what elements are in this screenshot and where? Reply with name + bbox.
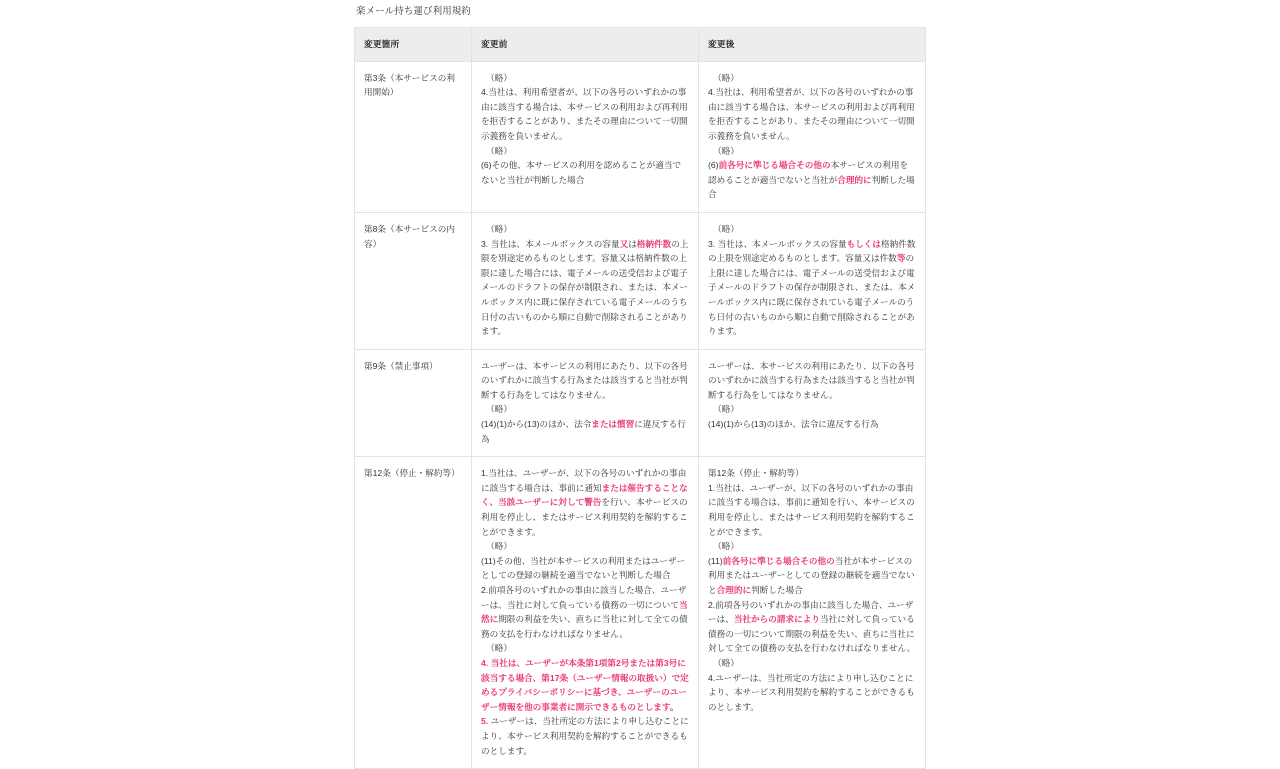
- cell-location: 第9条（禁止事項）: [355, 349, 472, 457]
- column-header-location: 変更箇所: [355, 28, 472, 62]
- table-row: [355, 61, 926, 212]
- cell-after: （略） 3. 当社は、本メールボックスの容量もしくは格納件数の上限を別途定めるものとします。容量又は件数等の上限に達した場合には、電子メールの送受信および電子メールのドラフトの保存が制限され、または、本メールボックス内に既に保存されている電子メールのうち日付の古いものから順に自動で削除されることがあります。: [699, 212, 926, 349]
- cell-before: ユーザーは、本サービスの利用にあたり、以下の各号のいずれかに該当する行為または該当すると当社が判断する行為をしてはなりません。 （略） (14)(1)から(13)のほか、法令または慣習に違反する行為: [472, 349, 699, 457]
- cell-before: （略） 3. 当社は、本メールボックスの容量又は格納件数の上限を別途定めるものとします。容量又は格納件数の上限に達した場合には、電子メールの送受信および電子メールのドラフトの保存が制限され、または、本メールボックス内に既に保存されている電子メールのうち日付の古いものから順に自動で削除されることがあります。: [472, 212, 699, 349]
- cell-location: 第12条（停止・解約等）: [355, 457, 472, 769]
- table-header-row: [355, 28, 926, 62]
- cell-location: 第8条（本サービスの内容）: [355, 212, 472, 349]
- table-row: [355, 457, 926, 769]
- cell-after: 第12条（停止・解約等） 1.当社は、ユーザーが、以下の各号のいずれかの事由に該当する場合は、事前に通知を行い、本サービスの利用を停止し、またはサービス利用契約を解約することができます。 （略） (11)前各号に準じる場合その他の当社が本サービスの利用またはユーザーとしての登録の継続を適当でないと合理的に判断した場合 2.前項各号のいずれかの事由に該当した場合、ユーザーは、当社からの請求により当社に対して負っている債務の一切について期限の利益を失い、直ちに当社に対して全ての債務の支払を行わなければなりません。 （略） 4.ユーザーは、当社所定の方法により申し込むことにより、本サービス利用契約を解約することができるものとします。: [699, 457, 926, 769]
- table-header: [355, 28, 926, 62]
- cell-after: （略） 4.当社は、利用希望者が、以下の各号のいずれかの事由に該当する場合は、本サービスの利用および再利用を拒否することがあり、またその理由について一切開示義務を負いません。 （略） (6)前各号に準じる場合その他の本サービスの利用を認めることが適当でないと当社が合理的に判断した場合: [699, 61, 926, 212]
- column-header-after: 変更後: [699, 28, 926, 62]
- changes-table: [354, 27, 926, 769]
- cell-before: 1.当社は、ユーザーが、以下の各号のいずれかの事由に該当する場合は、事前に通知または催告することなく、当該ユーザーに対して警告を行い、本サービスの利用を停止し、またはサービス利用契約を解約することができます。 （略） (11)その他、当社が本サービスの利用またはユーザーとしての登録の継続を適当でないと判断した場合 2.前項各号のいずれかの事由に該当した場合、ユーザーは、当社に対して負っている債務の一切について当然に期限の利益を失い、直ちに当社に対して全ての債務の支払を行わなければなりません。 （略） 4. 当社は、ユーザーが本条第1項第2号または第3号に該当する場合、第17条（ユーザー情報の取扱い）で定めるプライバシーポリシーに基づき、ユーザーのユーザー情報を他の事業者に開示できるものとします。 5. ユーザーは、当社所定の方法により申し込むことにより、本サービス利用契約を解約することができるものとします。: [472, 457, 699, 769]
- cell-before: （略） 4.当社は、利用希望者が、以下の各号のいずれかの事由に該当する場合は、本サービスの利用および再利用を拒否することがあり、またその理由について一切開示義務を負いません。 （略） (6)その他、本サービスの利用を認めることが適当でないと当社が判断した場合: [472, 61, 699, 212]
- column-header-before: 変更前: [472, 28, 699, 62]
- page-title: 楽メール持ち運び利用規約: [356, 6, 472, 17]
- table-row: [355, 212, 926, 349]
- cell-location: 第3条（本サービスの利用開始）: [355, 61, 472, 212]
- document-container: [354, 0, 925, 769]
- table-body: [355, 61, 926, 769]
- table-row: [355, 349, 926, 457]
- cell-after: ユーザーは、本サービスの利用にあたり、以下の各号のいずれかに該当する行為または該当すると当社が判断する行為をしてはなりません。 （略） (14)(1)から(13)のほか、法令に違反する行為: [699, 349, 926, 457]
